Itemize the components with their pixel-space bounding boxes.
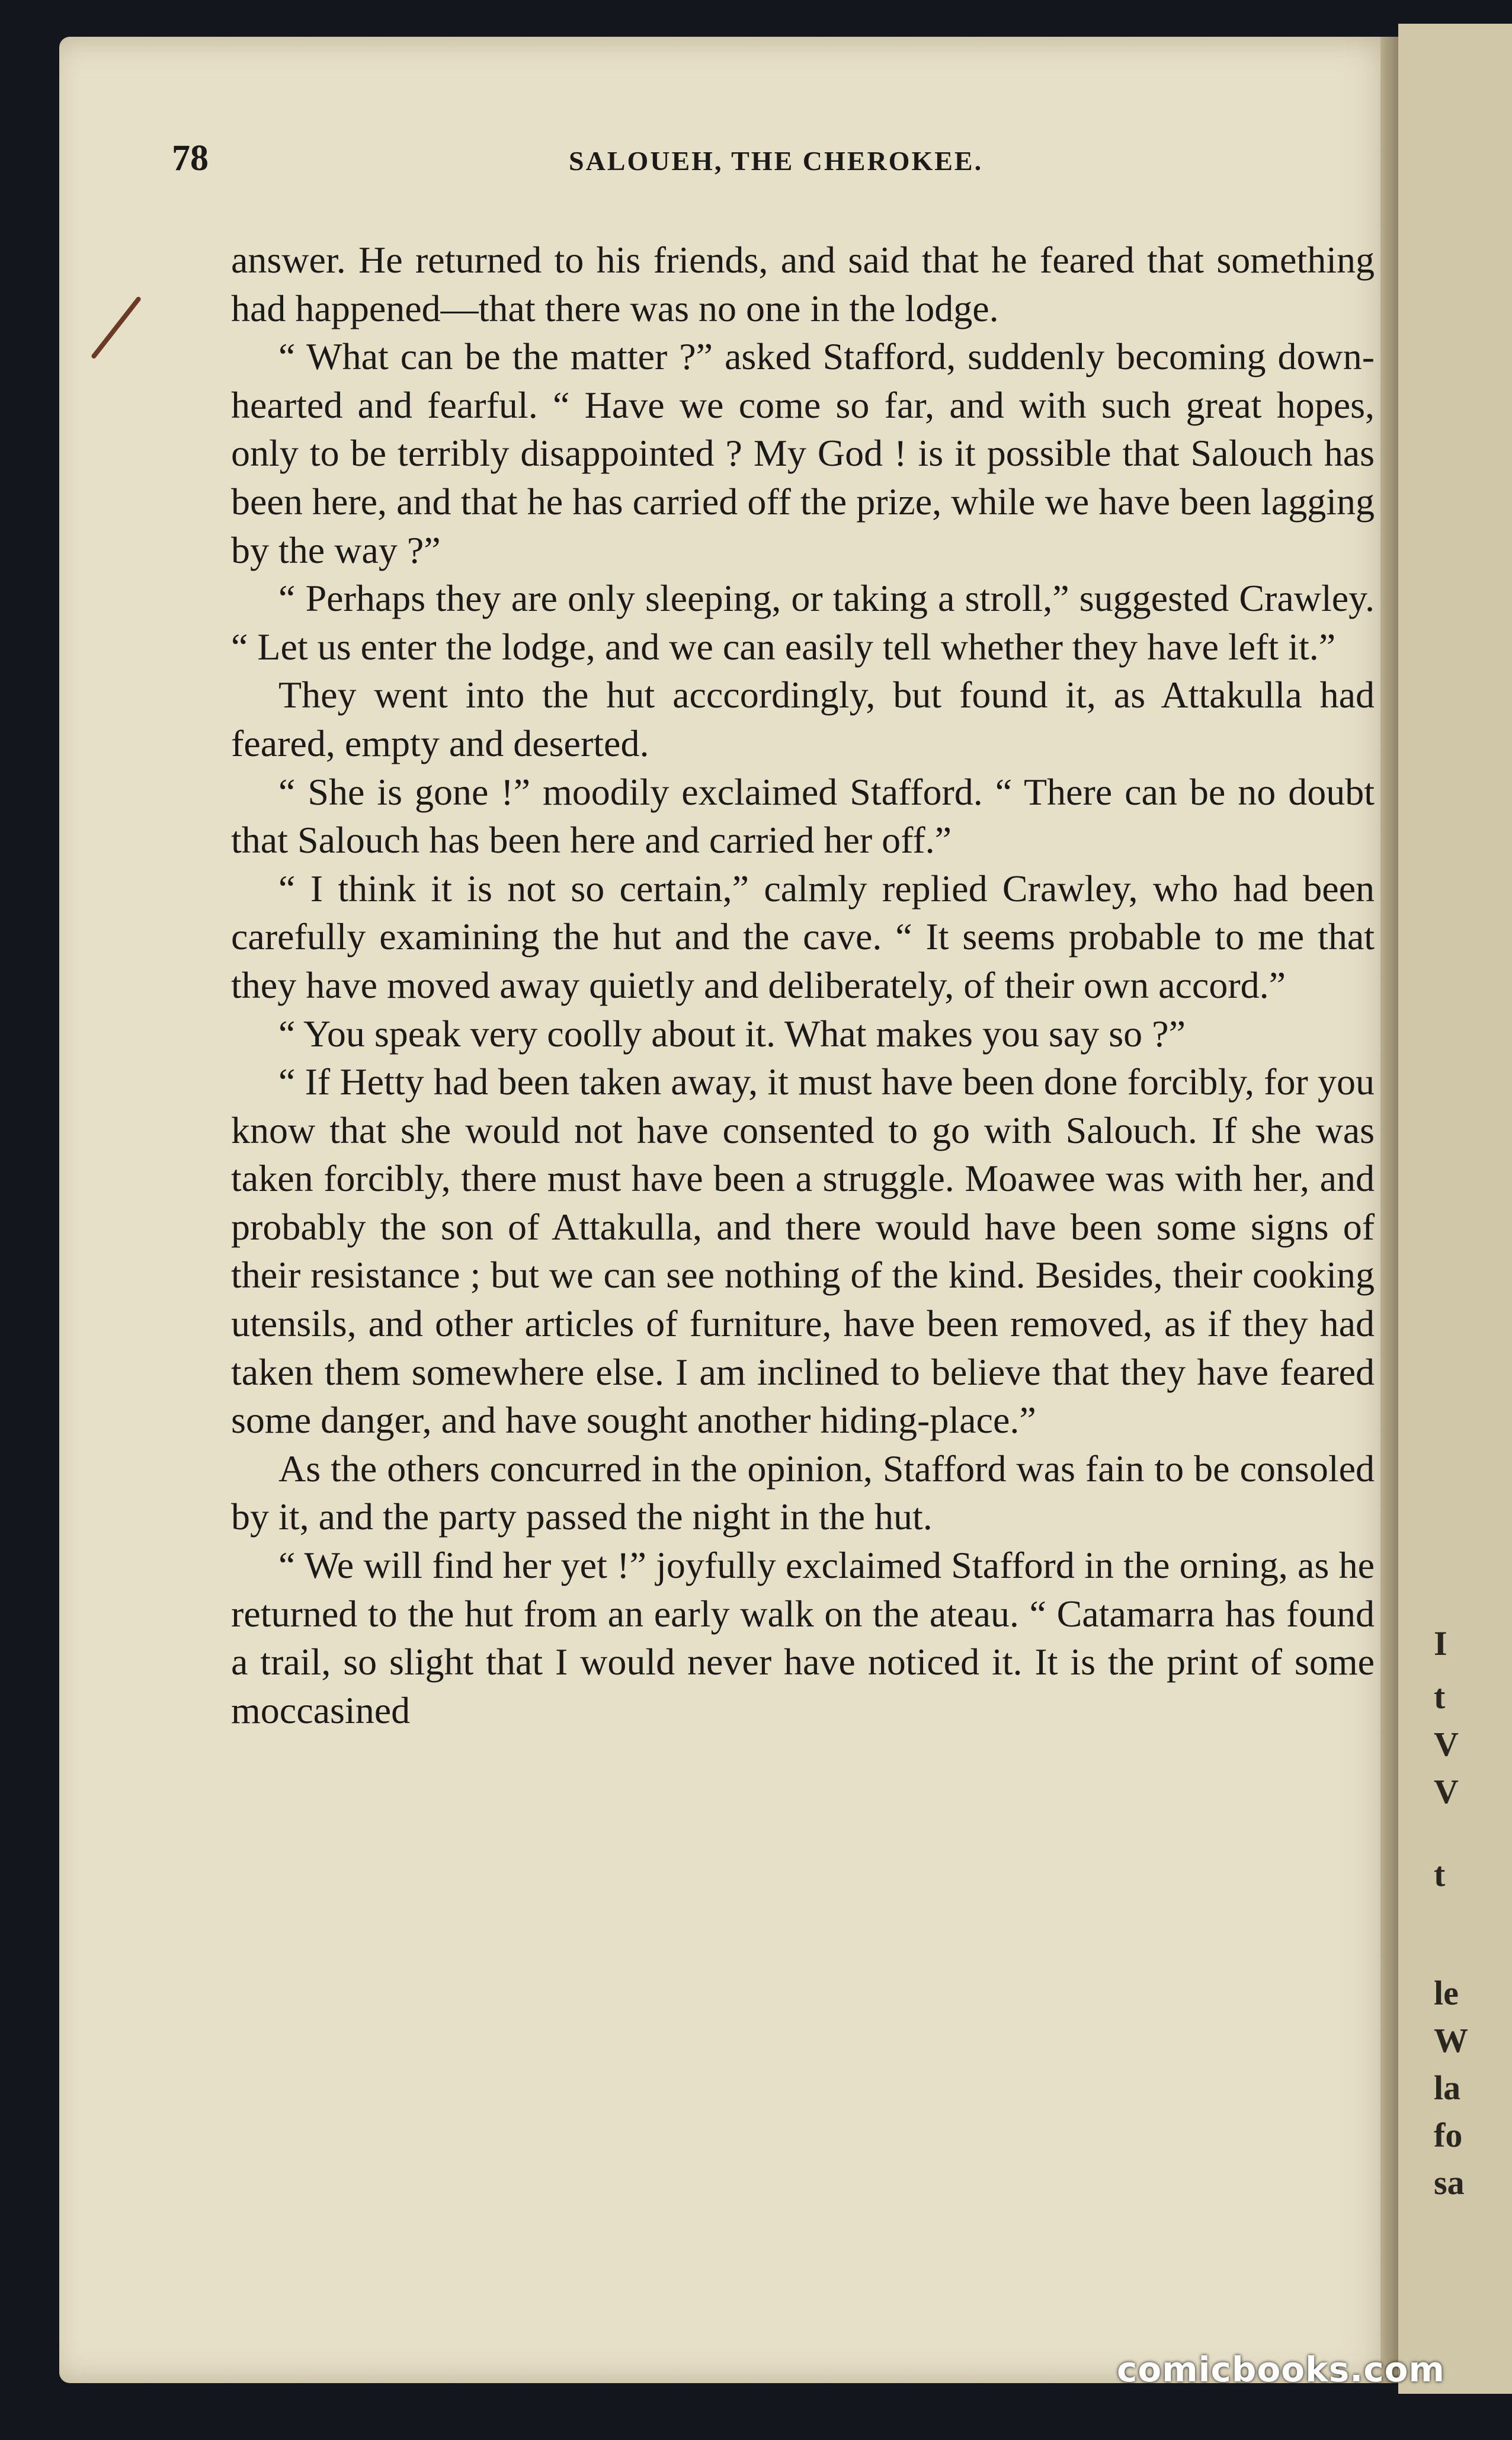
facing-page-fragment: le: [1434, 1974, 1459, 2012]
paragraph: They went into the hut acccordingly, but found it, as Attakulla had feared, empty and deserted.: [231, 674, 1375, 764]
paragraph: answer. He returned to his friends, and said that he feared that something had happened—that there was no one in the lodge.: [231, 239, 1375, 329]
facing-page-fragment: la: [1434, 2068, 1461, 2107]
facing-page-fragment: I: [1434, 1624, 1447, 1663]
facing-page-fragment: fo: [1434, 2116, 1463, 2154]
facing-page-fragment: t: [1434, 1855, 1446, 1894]
facing-page-fragment: sa: [1434, 2163, 1465, 2202]
paragraph: “ She is gone !” moodily exclaimed Stafford. “ There can be no doubt that Salouch has been here and carried her off.”: [231, 770, 1375, 862]
facing-page-fragment: W: [1434, 2021, 1468, 2060]
body-text: [231, 236, 1375, 1734]
facing-page-fragment: V: [1434, 1772, 1459, 1811]
paragraph: As the others concurred in the opinion, Stafford was fain to be consoled by it, and the party passed the night in the hut.: [231, 1447, 1375, 1538]
paragraph: “ We will find her yet !” joyfully exclaimed Stafford in the orning, as he returned to the hut from an early walk on the ateau. “ Catamarra has found a trail, so slight that I would never have noticed it. It is the print of some moccasined: [231, 1544, 1375, 1731]
facing-page-fragment: V: [1434, 1725, 1459, 1763]
paragraph: “ Perhaps they are only sleeping, or taking a stroll,” suggested Crawley. “ Let us enter the lodge, and we can easily tell whether they have left it.”: [231, 577, 1375, 668]
page-gutter: [1380, 37, 1398, 2383]
facing-page-fragment: t: [1434, 1677, 1446, 1716]
watermark: comicbooks.com: [1117, 2349, 1445, 2390]
paragraph: “ If Hetty had been taken away, it must have been done forcibly, for you know that she would not have consented to go with Salouch. If she was taken forcibly, there must have been a struggle. Moawee was with her, and probably the son of Attakulla, and there would have been some signs of their resistance ; but we can see nothing of the kind. Besides, their cooking utensils, and other articles of furniture, have been removed, as if they had taken them somewhere else. I am inclined to believe that they have feared some danger, and have sought another hiding-place.”: [231, 1061, 1375, 1442]
paragraph: “ I think it is not so certain,” calmly replied Crawley, who had been carefully examining the hut and the cave. “ It seems probable to me that they have moved away quietly and deliberately, of their own accord.”: [231, 867, 1375, 1006]
paragraph: “ You speak very coolly about it. What makes you say so ?”: [278, 1012, 1186, 1055]
facing-page-edge: [1398, 24, 1512, 2394]
running-head: SALOUEH, THE CHEROKEE.: [569, 146, 984, 176]
page-number: 78: [172, 138, 209, 178]
paragraph: “ What can be the matter ?” asked Stafford, suddenly becoming down-hearted and fearful. “ Have we come so far, and with such great hopes, only to be terribly disappointed ? My God ! is it possible that Salouch has been here, and that he has carried off the prize, while we have been lagging by the way ?”: [231, 335, 1375, 571]
